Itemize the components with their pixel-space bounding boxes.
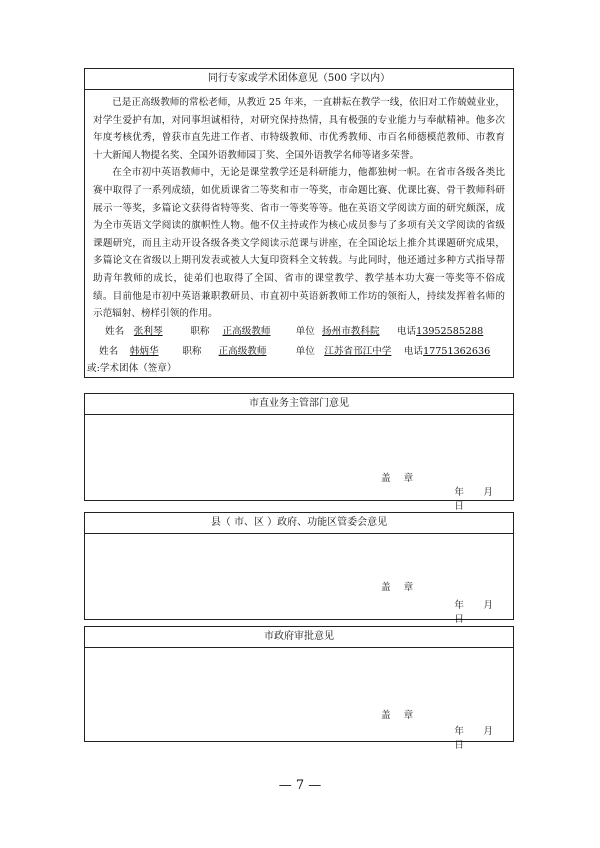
name-label: 姓名 <box>99 346 119 357</box>
signer-title: 正高级教师 <box>222 326 271 337</box>
opinion-paragraph: 在全市初中英语教师中，无论是课堂教学还是科研能力，他都独树一帜。在省市各级各类比赛中取得了一系列成绩，如优质课省二等奖和市一等奖，市命题比赛、优课比赛、骨干教师科研展示一等奖，多篇论文获得省特等奖、省市一等奖等等。他在英语文学阅读方面的研究颇深，成为全市英语文学阅读的旗帜性人物。他不仅主持或作为核心成员参与了多项有关文学阅读的省级课题研究，而且主动开设各级各类文学阅读示范课与讲座，在全国论坛上推介其课题研究成果，多篇论文在省级以上期刊发表或被人大复印资料全文转载。与此同时，他还通过多种方式指导帮助青年教师的成长，徒弟们也取得了全国、省市的课堂教学、教学基本功大赛一等奖等不俗成绩。目前他是市初中英语兼职教研员、市直初中英语新教师工作坊的领衔人，持续发挥着名师的示范辐射、榜样引领的作用。 <box>93 167 505 320</box>
peer-opinion-text <box>85 90 513 323</box>
name-label: 姓名 <box>105 326 125 337</box>
signer-row <box>99 343 490 357</box>
month-label: 月 <box>483 600 493 611</box>
page-number: — 7 — <box>278 778 322 793</box>
peer-opinion-box <box>84 68 514 378</box>
section-title: 县（ 市、区 ）政府、功能区管委会意见 <box>85 513 513 534</box>
title-label: 职称 <box>190 326 210 337</box>
phone-label: 电话 <box>396 326 417 337</box>
signer-phone: 13952585288 <box>416 326 484 337</box>
title-label: 职称 <box>182 346 202 357</box>
month-label: 月 <box>483 487 493 498</box>
signer-row <box>105 323 483 337</box>
year-label: 年 <box>454 726 464 737</box>
dept-opinion-box <box>84 393 514 512</box>
opinion-paragraph: 已是正高级教师的常松老师，从教近 25 年来，一直耕耘在教学一线，依旧对工作兢兢业业，对学生爱护有加，对同事坦诚相待，对研究保持热情，具有极强的专业能力与奉献精神。他多次年度考核优秀，曾获市直先进工作者、市特级教师、市优秀教师、市百名师德模范教师、市教育十大新闻人物提名奖、全国外语教师园丁奖、全国外语教学名师等诸多荣誉。 <box>93 97 505 161</box>
seal-label: 盖章 <box>381 473 427 484</box>
signer-title: 正高级教师 <box>218 346 267 357</box>
section-title: 市政府审批意见 <box>85 627 513 648</box>
section-title: 市直业务主管部门意见 <box>85 394 513 415</box>
date-line <box>435 484 513 512</box>
day-label: 日 <box>454 501 464 512</box>
date-line <box>435 597 513 625</box>
signer-name: 韩炳华 <box>129 346 159 357</box>
city-approval-box <box>84 626 514 751</box>
signer-phone: 17751362636 <box>423 346 491 357</box>
month-label: 月 <box>483 726 493 737</box>
county-opinion-box <box>84 512 514 625</box>
signer-unit: 扬州市教科院 <box>322 326 380 337</box>
day-label: 日 <box>454 740 464 751</box>
day-label: 日 <box>454 614 464 625</box>
unit-label: 单位 <box>295 326 315 337</box>
signer-name: 张利琴 <box>133 326 163 337</box>
year-label: 年 <box>454 600 464 611</box>
unit-label: 单位 <box>295 346 315 357</box>
phone-label: 电话 <box>403 346 424 357</box>
year-label: 年 <box>454 487 464 498</box>
signer-unit: 江苏省邗江中学 <box>324 346 392 357</box>
org-seal-label: 或:学术团体（签章） <box>87 363 177 374</box>
peer-opinion-title: 同行专家或学术团体意见（500 字以内） <box>85 69 513 90</box>
date-line <box>435 723 513 751</box>
seal-label: 盖章 <box>381 582 427 593</box>
seal-label: 盖章 <box>381 710 427 721</box>
